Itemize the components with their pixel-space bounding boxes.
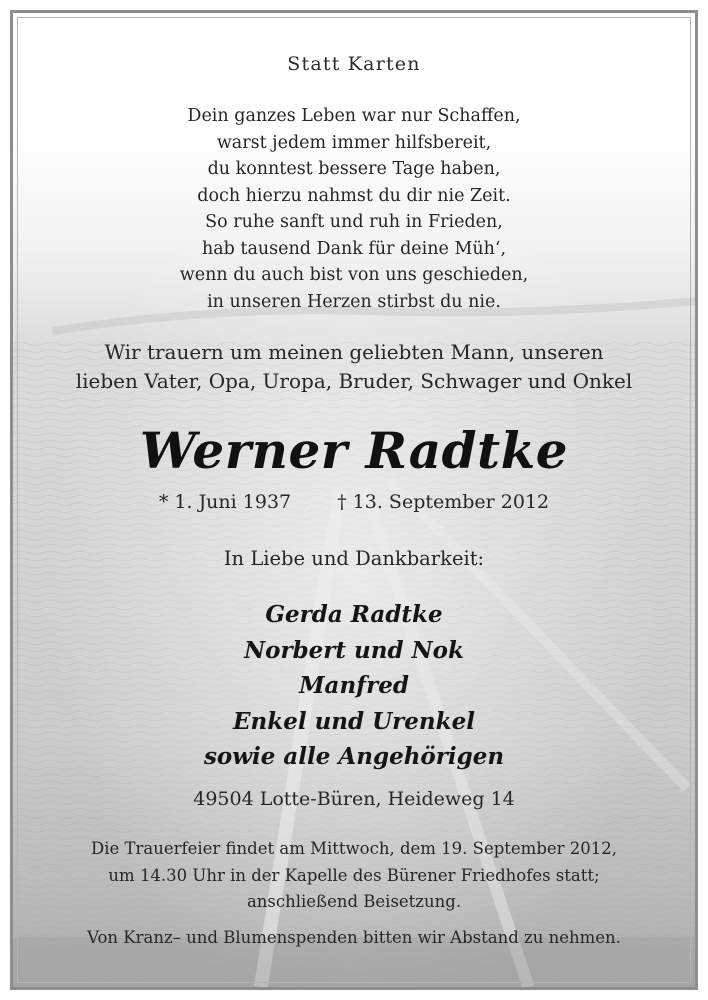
- funeral-line: um 14.30 Uhr in der Kapelle des Bürener Friedhofes statt;: [108, 865, 600, 885]
- header-statt-karten: Statt Karten: [287, 53, 421, 75]
- mourner-name: sowie alle Angehörigen: [203, 743, 505, 770]
- mourner-name: Norbert und Nok: [244, 636, 464, 664]
- poem-line: doch hierzu nahmst du dir nie Zeit.: [197, 185, 511, 206]
- mourning-intro: [13, 338, 695, 396]
- intro-line: lieben Vater, Opa, Uropa, Bruder, Schwager und Onkel: [75, 369, 633, 393]
- poem-line: hab tausend Dank für deine Müh‘,: [201, 238, 507, 259]
- poem-line: in unseren Herzen stirbst du nie.: [207, 291, 501, 312]
- funeral-line: Die Trauerfeier findet am Mittwoch, dem 19. September 2012,: [90, 839, 618, 858]
- poem-line: So ruhe sanft und ruh in Frieden,: [205, 212, 503, 232]
- thanks-line: In Liebe und Dankbarkeit:: [223, 547, 485, 570]
- donation-wishes: Von Kranz– und Blumenspenden bitten wir Abstand zu nehmen.: [87, 928, 621, 947]
- funeral-info: [13, 836, 695, 916]
- obituary-frame: [10, 10, 698, 990]
- life-dates: [13, 491, 695, 513]
- poem: [13, 103, 695, 315]
- death-date: † 13. September 2012: [337, 491, 550, 513]
- deceased-name: Werner Radtke: [139, 421, 569, 480]
- mourner-name: Gerda Radtke: [265, 601, 443, 628]
- obituary-content: [13, 13, 695, 987]
- poem-line: Dein ganzes Leben war nur Schaffen,: [187, 106, 521, 126]
- mourner-name: Enkel und Urenkel: [233, 707, 475, 735]
- birth-date: * 1. Juni 1937: [158, 491, 292, 513]
- funeral-line: anschließend Beisetzung.: [246, 892, 462, 911]
- family-address: 49504 Lotte-Büren, Heideweg 14: [193, 788, 515, 810]
- poem-line: warst jedem immer hilfsbereit,: [216, 132, 492, 153]
- poem-line: du konntest bessere Tage haben,: [207, 159, 501, 179]
- intro-line: Wir trauern um meinen geliebten Mann, unseren: [104, 340, 604, 364]
- mourners-list: [13, 597, 695, 775]
- mourner-name: Manfred: [299, 672, 409, 699]
- poem-line: wenn du auch bist von uns geschieden,: [179, 265, 529, 285]
